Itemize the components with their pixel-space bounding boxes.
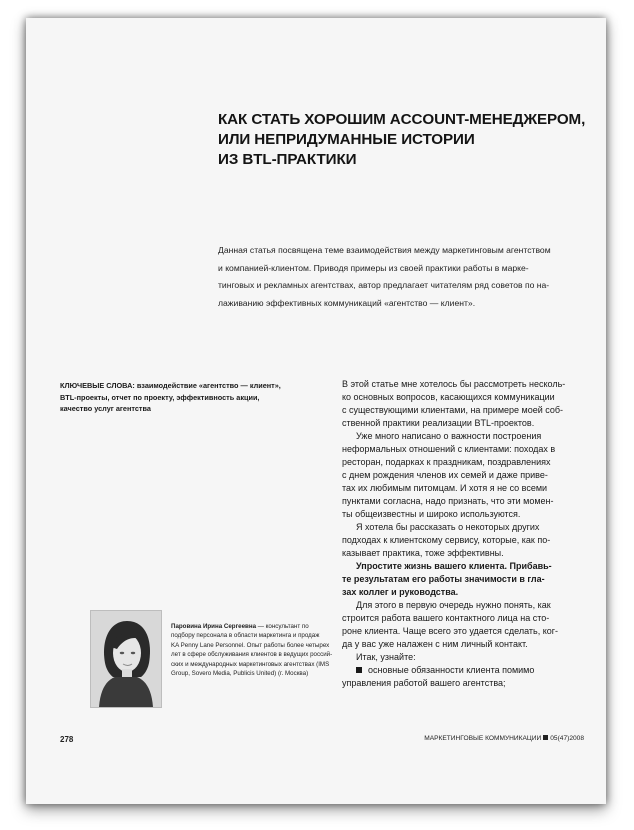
bio-line: ских и международных маркетинговых агентствах (IMS xyxy=(171,660,330,668)
running-footer xyxy=(424,735,584,742)
body-line: пунктами согласна, надо признать, что эти момен- xyxy=(342,496,554,506)
body-line: Уже много написано о важности построения xyxy=(356,431,542,441)
bullet-item xyxy=(342,664,590,690)
body-line: подходах к клиентскому сервису, которые, как по- xyxy=(342,535,551,545)
body-line-bold: те результатам его работы значимости в гла- xyxy=(342,574,545,584)
author-bio xyxy=(171,622,333,678)
body-line: ты общеизвестны и широко используются. xyxy=(342,509,521,519)
issue-number: 05(47)2008 xyxy=(550,735,584,742)
body-line: ственной практики реализации BTL-проектов. xyxy=(342,418,535,428)
paragraph-3 xyxy=(342,521,590,560)
paragraph-2 xyxy=(342,430,590,521)
body-line: Итак, узнайте: xyxy=(356,652,416,662)
body-line: неформальных отношений с клиентами: походах в xyxy=(342,444,556,454)
lead-line: и компанией-клиентом. Приводя примеры из своей практики работы в марке- xyxy=(218,262,529,273)
keywords-block xyxy=(60,380,320,415)
body-line: да у вас уже налажен с ним личный контакт. xyxy=(342,639,528,649)
body-line: Я хотела бы рассказать о некоторых других xyxy=(356,522,540,532)
keywords-line: качество услуг агентства xyxy=(60,404,151,413)
body-line: роне клиента. Чаще всего это удается сделать, ког- xyxy=(342,626,559,636)
page-number: 278 xyxy=(60,735,74,744)
title-line: ИЗ BTL-ПРАКТИКИ xyxy=(218,151,357,168)
square-separator-icon xyxy=(543,735,548,740)
body-line: с днем рождения членов их семей и даже приве- xyxy=(342,470,548,480)
keywords-line: КЛЮЧЕВЫЕ СЛОВА: взаимодействие «агентство — клиент», xyxy=(60,381,281,390)
article-title xyxy=(218,110,598,170)
body-line: тах их любимым питомцам. И хотя я не со всеми xyxy=(342,483,548,493)
body-line: ко основных вопросов, касающихся коммуникации xyxy=(342,392,555,402)
body-line: управления работой вашего агентства; xyxy=(342,678,506,688)
bullet-line xyxy=(342,664,590,677)
body-line: строится работа вашего контактного лица на сто- xyxy=(342,613,550,623)
paragraph-4-highlight xyxy=(342,560,590,599)
lead-line: тинговых и рекламных агентствах, автор предлагает читателям ряд советов по на- xyxy=(218,280,550,290)
lead-line: лаживанию эффективных коммуникаций «агентство — клиент». xyxy=(218,297,476,308)
bio-line: KA Penny Lane Personnel. Опыт работы более четырех xyxy=(171,641,330,649)
body-line-bold: зах коллег и руководства. xyxy=(342,587,459,597)
lead-line: Данная статья посвящена теме взаимодействия между маркетинговым агентством xyxy=(218,245,551,255)
body-line: казывает практика, тоже эффективны. xyxy=(342,548,504,558)
title-line: КАК СТАТЬ ХОРОШИМ ACCOUNT-МЕНЕДЖЕРОМ, xyxy=(218,111,586,128)
article-body xyxy=(342,378,590,690)
bullet-text: основные обязанности клиента помимо xyxy=(368,665,535,675)
body-line: ресторан, подарках к праздникам, поздравлениях xyxy=(342,457,551,467)
paragraph-1 xyxy=(342,378,590,430)
title-line: ИЛИ НЕПРИДУМАННЫЕ ИСТОРИИ xyxy=(218,131,475,148)
bio-line: Group, Sovero Media, Publicis United) (г. Москва) xyxy=(171,670,309,678)
journal-page xyxy=(26,18,606,804)
body-line-bold: Упростите жизнь вашего клиента. Прибавь- xyxy=(356,561,552,571)
bio-line: лет в сфере обслуживания клиентов в ведущих россий- xyxy=(171,651,333,659)
bio-line xyxy=(171,622,321,631)
bio-text: — консультант по xyxy=(257,623,309,630)
journal-name: МАРКЕТИНГОВЫЕ КОММУНИКАЦИИ xyxy=(424,735,542,742)
author-portrait-icon xyxy=(91,611,161,707)
author-photo xyxy=(90,610,162,708)
body-line: Для этого в первую очередь нужно понять, как xyxy=(356,600,551,610)
keywords-line: BTL-проекты, отчет по проекту, эффективность акции, xyxy=(60,392,260,402)
bio-line: подбору персонала в области маркетинга и продаж xyxy=(171,632,320,640)
author-name: Паровина Ирина Сергеевна xyxy=(171,623,257,630)
paragraph-5 xyxy=(342,599,590,651)
body-line: с существующими клиентами, на примере моей соб- xyxy=(342,405,564,415)
body-line: В этой статье мне хотелось бы рассмотреть несколь- xyxy=(342,379,566,389)
square-bullet-icon xyxy=(356,667,362,673)
paragraph-6 xyxy=(342,651,590,664)
article-lead xyxy=(218,242,583,312)
